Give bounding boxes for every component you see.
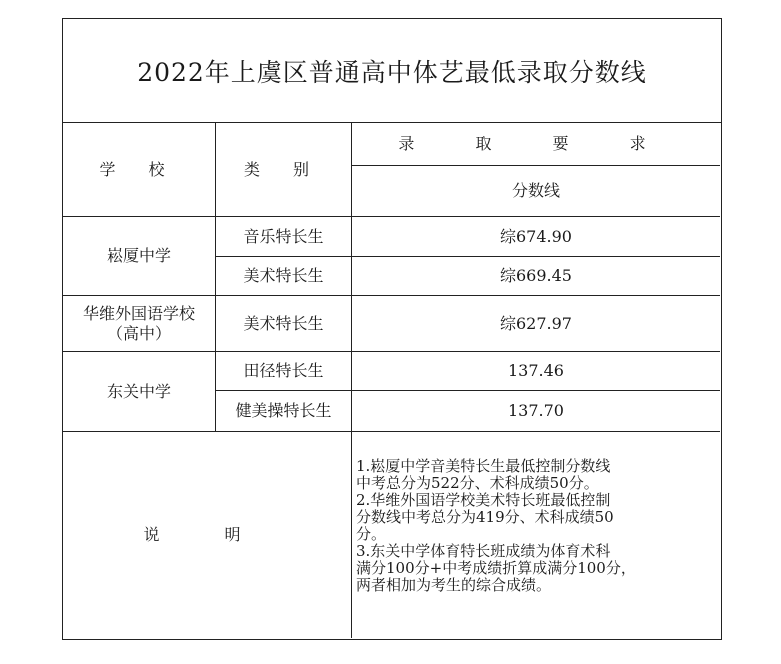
notes-label: 说 明	[143, 525, 271, 545]
header-score-line-label: 分数线	[511, 181, 560, 201]
score-value: 137.70	[508, 401, 564, 421]
score-cell	[351, 351, 720, 390]
note-line: 分数线中考总分为419分、术科成绩50	[356, 508, 614, 526]
score-cell	[351, 390, 720, 431]
header-category	[215, 123, 351, 216]
note-line: 分。	[356, 525, 387, 543]
score-cell	[351, 256, 720, 295]
score-table	[62, 18, 722, 640]
note-line: 中考总分为522分、术科成绩50分。	[356, 474, 599, 492]
school-cell	[63, 216, 215, 295]
header-requirement-label: 录 取 要 求	[398, 134, 674, 154]
school-name-suffix: （高中）	[106, 323, 171, 343]
note-line: 2.华维外国语学校美术特长班最低控制	[356, 491, 611, 509]
category-cell	[215, 295, 351, 351]
header-score-line	[351, 165, 720, 216]
notes-text	[356, 458, 636, 594]
school-name: 东关中学	[106, 381, 171, 401]
note-line: 两者相加为考生的综合成绩。	[356, 576, 552, 594]
category-name: 健美操特长生	[235, 401, 332, 421]
note-line: 3.东关中学体育特长班成绩为体育术科	[356, 542, 611, 560]
score-cell	[351, 295, 720, 351]
score-value: 综669.45	[500, 266, 572, 286]
notes-cell	[351, 431, 720, 638]
score-value: 综674.90	[500, 226, 572, 246]
category-cell	[215, 256, 351, 295]
score-value: 137.46	[508, 361, 564, 381]
header-school-label: 学 校	[99, 159, 179, 179]
category-cell	[215, 216, 351, 256]
header-school	[63, 123, 215, 216]
note-line: 1.崧厦中学音美特长生最低控制分数线	[356, 457, 611, 475]
category-name: 田径特长生	[243, 361, 324, 381]
category-cell	[215, 390, 351, 431]
category-cell	[215, 351, 351, 390]
score-value: 综627.97	[500, 313, 572, 333]
note-line: 满分100分+中考成绩折算成满分100分，	[356, 559, 636, 577]
header-requirement	[351, 123, 720, 165]
school-name: 崧厦中学	[106, 246, 171, 266]
page-title: 2022年上虞区普通高中体艺最低录取分数线	[63, 19, 721, 123]
school-cell	[63, 351, 215, 431]
header-category-label: 类 别	[243, 159, 324, 179]
score-cell	[351, 216, 720, 256]
school-cell	[63, 295, 215, 351]
category-name: 音乐特长生	[243, 226, 324, 246]
category-name: 美术特长生	[243, 266, 324, 286]
category-name: 美术特长生	[243, 313, 324, 333]
notes-label-cell	[63, 431, 351, 638]
school-name: 华维外国语学校	[82, 304, 195, 324]
